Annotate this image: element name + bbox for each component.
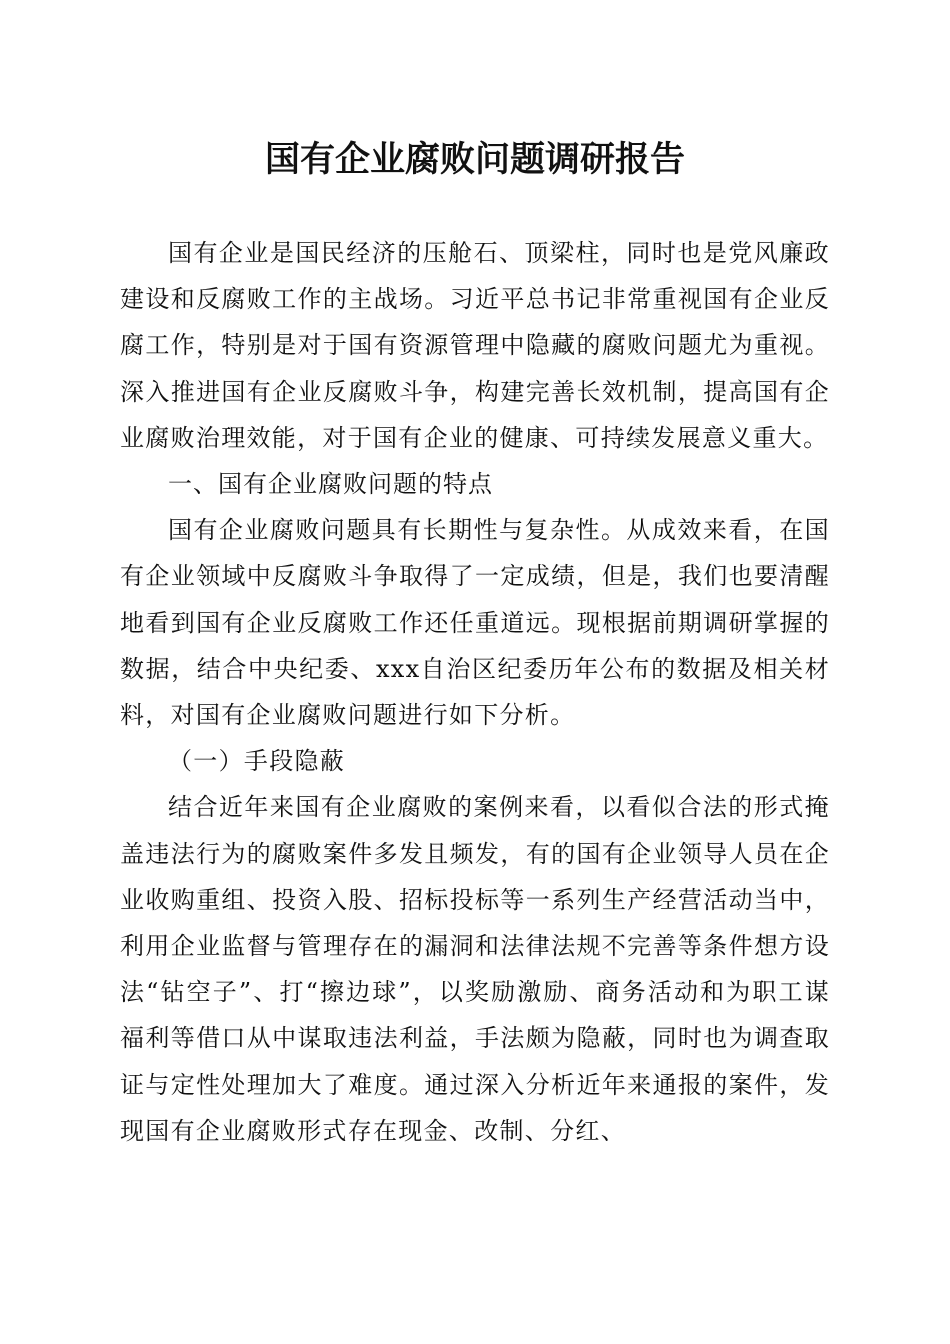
- section-heading-1: 一、国有企业腐败问题的特点: [168, 470, 493, 499]
- subsection-heading-1: （一）手段隐蔽: [168, 747, 346, 776]
- subsection-1-paragraph: 结合近年来国有企业腐败的案例来看，以看似合法的形式掩盖违法行为的腐败案件多发且频发，有的国有企业领导人员在企业收购重组、投资入股、招标投标等一系列生产经营活动当中，利用企业监督与管理存在的漏洞和法律法规不完善等条件想方设法“钻空子”、打“擦边球”，以奖励激励、商务活动和为职工谋福利等借口从中谋取违法利益，手法颇为隐蔽，同时也为调查取证与定性处理加大了难度。通过深入分析近年来通报的案件，发现国有企业腐败形式存在现金、改制、分红、: [120, 793, 830, 1145]
- intro-paragraph: 国有企业是国民经济的压舱石、顶梁柱，同时也是党风廉政建设和反腐败工作的主战场。习近平总书记非常重视国有企业反腐工作，特别是对于国有资源管理中隐藏的腐败问题尤为重视。深入推进国有企业反腐败斗争，构建完善长效机制，提高国有企业腐败治理效能，对于国有企业的健康、可持续发展意义重大。: [120, 239, 830, 452]
- section-1-paragraph: 国有企业腐败问题具有长期性与复杂性。从成效来看，在国有企业领域中反腐败斗争取得了一定成绩，但是，我们也要清醒地看到国有企业反腐败工作还任重道远。现根据前期调研掌握的数据，结合中央纪委、xxx自治区纪委历年公布的数据及相关材料，对国有企业腐败问题进行如下分析。: [120, 516, 830, 730]
- document-title: 国有企业腐败问题调研报告: [264, 139, 685, 180]
- document-body: [120, 230, 830, 1154]
